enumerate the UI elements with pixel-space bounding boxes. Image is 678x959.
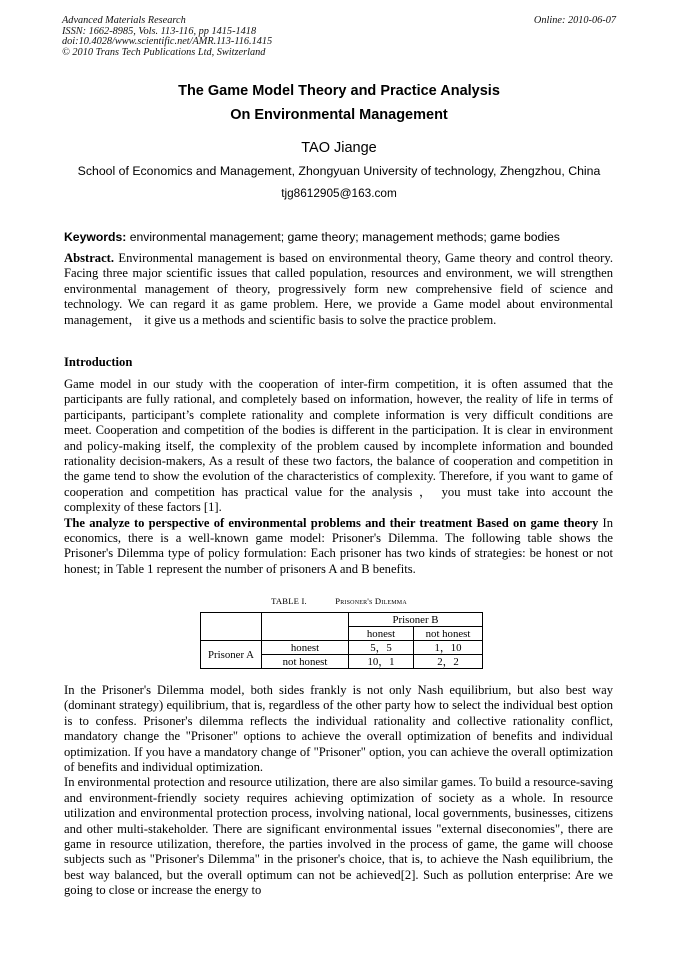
keywords-text: environmental management; game theory; management methods; game bodies <box>129 230 560 244</box>
col-header: not honest <box>414 627 483 641</box>
col-group-header: Prisoner B <box>349 613 483 627</box>
analyze-heading: The analyze to perspective of environmental problems and their treatment Based on game theory <box>64 515 599 530</box>
dilemma-paragraph: In the Prisoner's Dilemma model, both sides frankly is not only Nash equilibrium, but also best way (dominant strategy) equilibrium, that is, regardless of the other party how to select the individual best option is to confess. Prisoner's dilemma reflects the individual rationality and collective rationality conflict, mandatory change the "Prisoner" options to achieve the overall optimization of benefits and individual optimization. If you have a mandatory change of "Prisoner" option, you can achieve the overall optimization of benefits and individual optimization. <box>64 683 613 775</box>
issn: ISSN: 1662-8985, Vols. 113-116, pp 1415-1418 <box>62 25 257 37</box>
keywords-label: Keywords: <box>64 230 127 244</box>
abstract <box>64 251 613 328</box>
author: TAO Jiange <box>301 140 377 156</box>
abstract-label: Abstract. <box>64 251 115 265</box>
copyright: © 2010 Trans Tech Publications Ltd, Switzerland <box>62 46 266 58</box>
keywords <box>64 230 624 244</box>
introduction-text: Game model in our study with the cooperation of inter-firm competition, it is often assumed that the participants are fully rational, and completely based on information, however, the reality of life in terms of participants, participant’s complete rationality and complete information is very difficult conditions are meet. Cooperation and competition of the bodies is different in the participation. It is clear in environment and policy-making itself, the complexity of the problem caused by incomplete information and bounded rationality decision-makers, As a result of these two factors, the balance of cooperation and competition in the game tend to show the evolution of the characteristics of complexity. Therefore, if you want to game of cooperation and competition has practical value for the analysis ， you must take into account the complexity of these factors [1]. <box>64 377 613 515</box>
table-label: TABLE I. <box>271 596 307 606</box>
online-date: Online: 2010-06-07 <box>533 15 616 26</box>
table-title: Prisoner's Dilemma <box>335 596 407 606</box>
row-header: not honest <box>262 655 349 669</box>
title-line-2: On Environmental Management <box>230 106 448 123</box>
title-line-1: The Game Model Theory and Practice Analysis <box>178 83 500 99</box>
journal-name: Advanced Materials Research <box>62 15 186 26</box>
table-cell: 1，10 <box>414 641 483 655</box>
row-group-header: Prisoner A <box>201 641 262 669</box>
col-header: honest <box>349 627 414 641</box>
table-corner <box>262 613 349 641</box>
table-cell: 10，1 <box>349 655 414 669</box>
paper-title <box>0 80 678 127</box>
table-corner <box>201 613 262 641</box>
discussion-section <box>64 683 613 899</box>
table-caption <box>0 596 678 606</box>
introduction-heading: Introduction <box>64 355 133 369</box>
introduction-section <box>64 377 613 577</box>
doi: doi:10.4028/www.scientific.net/AMR.113-116.1415 <box>62 36 273 48</box>
analyze-text: In economics, there is a well-known game model: Prisoner's Dilemma. The following table shows the Prisoner's Dilemma type of policy formulation: Each prisoner has two kinds of strategies: be honest or not honest; in Table 1 represent the number of prisoners A and B benefits. <box>64 515 613 576</box>
prisoners-dilemma-table <box>200 612 483 669</box>
table-cell: 5，5 <box>349 641 414 655</box>
row-header: honest <box>262 641 349 655</box>
affiliation: School of Economics and Management, Zhongyuan University of technology, Zhengzhou, China <box>77 164 601 178</box>
table-cell: 2，2 <box>414 655 483 669</box>
journal-header <box>62 16 272 58</box>
abstract-text: Environmental management is based on environmental theory, Game theory and control theory. Facing three major scientific issues that called population, resources and environment, we will strengthen environmental management of theory, progressively form new comprehensive field of science and technology. We can regard it as game problem. Here, we provide a Game model about environmental management， it give us a methods and scientific basis to solve the practice problem. <box>64 251 613 327</box>
environment-paragraph: In environmental protection and resource utilization, there are also similar games. To build a resource-saving and environment-friendly society requires achieving optimization of society as a whole. In resource utilization and environmental protection process, involving national, local governments, businesses, citizens and other multi-stakeholder. There are significant environmental issues "external diseconomies", there are game in resource utilization, therefore, the parties involved in the process of game, the game will choose subjects such as "Prisoner's Dilemma" in the prisoner's choice, that is, to achieve the Nash equilibrium, the best way balanced, but the overall optimum can not be achieved[2]. Such as pollution enterprise: Are we going to close or increase the energy to <box>64 775 613 898</box>
email: tjg8612905@163.com <box>281 186 397 200</box>
